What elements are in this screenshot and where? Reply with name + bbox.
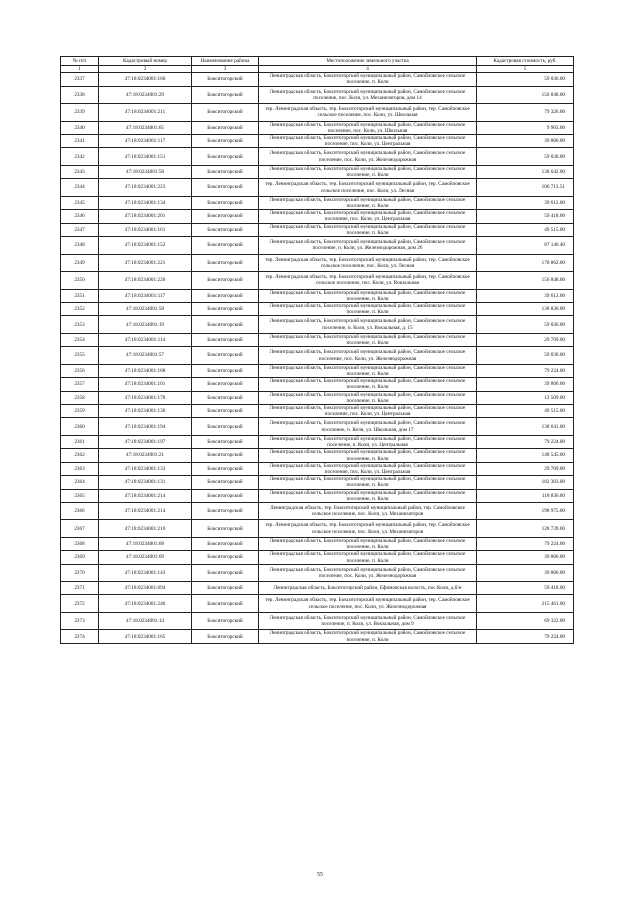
cadastral-number-cell: 47:18:0234001:211 bbox=[99, 104, 192, 122]
cadastral-number-cell: 47:18:0234001:152 bbox=[99, 237, 192, 255]
cadastral-cost-cell: 39 806.00 bbox=[477, 135, 574, 148]
row-number-cell: 2348 bbox=[61, 237, 99, 255]
table-row bbox=[61, 537, 574, 550]
district-name-cell: Бокситогорский bbox=[192, 378, 259, 391]
cadastral-cost-cell: 39 806.00 bbox=[477, 551, 574, 564]
location-cell: тер. Ленинградская область, тер. Бокситогорский муниципальный район, тер. Самойловское сельское поселение, пос. Коли, ул. Железнодорожная bbox=[259, 595, 477, 613]
location-cell: Ленинградская область, Бокситогорский муниципальный район, Самойловское сельское поселение, п. Коли bbox=[259, 537, 477, 550]
location-cell: Ленинградская область, Бокситогорский муниципальный район, Самойловское сельское поселение, п. Коли bbox=[259, 476, 477, 489]
table-row bbox=[61, 254, 574, 272]
district-name-cell: Бокситогорский bbox=[192, 165, 259, 178]
row-number-cell: 2355 bbox=[61, 347, 99, 365]
table-row bbox=[61, 404, 574, 417]
cadastral-cost-cell: 39 806.00 bbox=[477, 564, 574, 582]
location-cell: Ленинградская область, Бокситогорский муниципальный район, Самойловское сельское поселение, п. Коли bbox=[259, 165, 477, 178]
table-row bbox=[61, 347, 574, 365]
district-name-cell: Бокситогорский bbox=[192, 364, 259, 377]
cadastral-number-cell: 47:18:0234001:114 bbox=[99, 333, 192, 346]
cadastral-number-cell: 47:18:0234001:221 bbox=[99, 254, 192, 272]
row-number-cell: 2364 bbox=[61, 476, 99, 489]
cadastral-cost-cell: 138 641.00 bbox=[477, 418, 574, 436]
row-number-cell: 2339 bbox=[61, 104, 99, 122]
cadastral-number-cell: 47:18:0234001:69 bbox=[99, 551, 192, 564]
location-cell: тер. Ленинградская область, тер. Бокситогорский муниципальный район, тер. Самойловское сельское поселение, пос. Коли, ул. Вокзальная bbox=[259, 272, 477, 290]
table-row bbox=[61, 630, 574, 643]
cadastral-cost-cell: 79 326.00 bbox=[477, 104, 574, 122]
cadastral-number-cell: 47:18:0234001:168 bbox=[99, 364, 192, 377]
cadastral-cost-cell: 79 224.00 bbox=[477, 364, 574, 377]
location-cell: тер. Ленинградская область, тер. Бокситогорский муниципальный район, тер. Самойловское сельское поселение, пос. Коли, ул. Школьная bbox=[259, 104, 477, 122]
cadastral-cost-cell: 59 030.00 bbox=[477, 347, 574, 365]
district-name-cell: Бокситогорский bbox=[192, 237, 259, 255]
header-number: № п/п bbox=[61, 57, 99, 66]
column-index-row bbox=[61, 66, 574, 73]
district-name-cell: Бокситогорский bbox=[192, 391, 259, 404]
location-cell: Ленинградская область, Бокситогорский муниципальный район, Самойловское сельское поселение, п. Коли bbox=[259, 449, 477, 462]
table-row bbox=[61, 449, 574, 462]
cadastral-number-cell: 47:18:0234001:65 bbox=[99, 121, 192, 134]
table-row bbox=[61, 391, 574, 404]
cadastral-cost-cell: 59 036.00 bbox=[477, 316, 574, 334]
district-name-cell: Бокситогорский bbox=[192, 630, 259, 643]
cadastral-number-cell: 47:18:0234001:143 bbox=[99, 564, 192, 582]
district-name-cell: Бокситогорский bbox=[192, 272, 259, 290]
district-name-cell: Бокситогорский bbox=[192, 196, 259, 209]
cadastral-cost-cell: 59 418.00 bbox=[477, 582, 574, 595]
cadastral-number-cell: 47:18:0234001:220 bbox=[99, 272, 192, 290]
district-name-cell: Бокситогорский bbox=[192, 104, 259, 122]
location-cell: Ленинградская область, Бокситогорский муниципальный район, Самойловское сельское поселение, п. Коли bbox=[259, 302, 477, 315]
cadastral-cost-cell: 29 709.00 bbox=[477, 462, 574, 475]
table-row bbox=[61, 148, 574, 166]
cadastral-number-cell: 47:18:0234001:161 bbox=[99, 223, 192, 236]
location-cell: Ленинградская область, Бокситогорский муниципальный район, Самойловское сельское поселение, п. Коли bbox=[259, 289, 477, 302]
district-name-cell: Бокситогорский bbox=[192, 148, 259, 166]
district-name-cell: Бокситогорский bbox=[192, 223, 259, 236]
cadastral-cost-cell: 69 322.00 bbox=[477, 612, 574, 630]
row-number-cell: 2359 bbox=[61, 404, 99, 417]
row-number-cell: 2356 bbox=[61, 364, 99, 377]
row-number-cell: 2338 bbox=[61, 86, 99, 104]
district-name-cell: Бокситогорский bbox=[192, 135, 259, 148]
column-index: 5 bbox=[477, 66, 574, 73]
district-name-cell: Бокситогорский bbox=[192, 254, 259, 272]
cadastral-number-cell: 47:18:0234001:19 bbox=[99, 316, 192, 334]
location-cell: тер. Ленинградская область, тер. Бокситогорский муниципальный район, тер. Самойловское сельское поселение, пос. Коли, ул. Лесная bbox=[259, 179, 477, 197]
row-number-cell: 2358 bbox=[61, 391, 99, 404]
row-number-cell: 2346 bbox=[61, 210, 99, 223]
district-name-cell: Бокситогорский bbox=[192, 418, 259, 436]
table-row bbox=[61, 333, 574, 346]
location-cell: Ленинградская область, Бокситогорский муниципальный район, Самойловское сельское поселение, п. Коли bbox=[259, 364, 477, 377]
district-name-cell: Бокситогорский bbox=[192, 551, 259, 564]
district-name-cell: Бокситогорский bbox=[192, 476, 259, 489]
location-cell: Ленинградская область, Бокситогорский муниципальный район, Самойловское сельское поселение, пос. Коли, ул. Железнодорожная bbox=[259, 347, 477, 365]
cadastral-cost-cell: 79 224.00 bbox=[477, 435, 574, 448]
table-row bbox=[61, 223, 574, 236]
table-row bbox=[61, 502, 574, 520]
row-number-cell: 2340 bbox=[61, 121, 99, 134]
table-row bbox=[61, 462, 574, 475]
cadastral-number-cell: 47:18:0234001:165 bbox=[99, 630, 192, 643]
row-number-cell: 2365 bbox=[61, 489, 99, 502]
district-name-cell: Бокситогорский bbox=[192, 595, 259, 613]
cadastral-cost-cell: 59 418.00 bbox=[477, 210, 574, 223]
page-number: 55 bbox=[317, 872, 323, 878]
district-name-cell: Бокситогорский bbox=[192, 404, 259, 417]
row-number-cell: 2363 bbox=[61, 462, 99, 475]
cadastral-number-cell: 47:18:0234001:214 bbox=[99, 489, 192, 502]
location-cell: Ленинградская область, Бокситогорский муниципальный район, Самойловское сельское поселение, п. Коли bbox=[259, 489, 477, 502]
row-number-cell: 2337 bbox=[61, 73, 99, 86]
cadastral-number-cell: 47:18:0234001:136 bbox=[99, 404, 192, 417]
cadastral-cost-cell: 9 903.00 bbox=[477, 121, 574, 134]
row-number-cell: 2362 bbox=[61, 449, 99, 462]
table-row bbox=[61, 121, 574, 134]
row-number-cell: 2344 bbox=[61, 179, 99, 197]
cadastral-number-cell: 47:18:0234001:160 bbox=[99, 73, 192, 86]
district-name-cell: Бокситогорский bbox=[192, 449, 259, 462]
row-number-cell: 2352 bbox=[61, 302, 99, 315]
table-row bbox=[61, 210, 574, 223]
district-name-cell: Бокситогорский bbox=[192, 520, 259, 538]
cadastral-cost-cell: 39 612.00 bbox=[477, 289, 574, 302]
cadastral-cost-cell: 39 806.00 bbox=[477, 378, 574, 391]
table-row bbox=[61, 435, 574, 448]
cadastral-table bbox=[60, 56, 574, 644]
cadastral-cost-cell: 12 509.00 bbox=[477, 391, 574, 404]
cadastral-number-cell: 47:18:0234001:197 bbox=[99, 435, 192, 448]
table-row bbox=[61, 476, 574, 489]
location-cell: Ленинградская область, Бокситогорский муниципальный район, Самойловское сельское поселение, пос. Коли, ул. Центральная bbox=[259, 210, 477, 223]
row-number-cell: 2357 bbox=[61, 378, 99, 391]
row-number-cell: 2372 bbox=[61, 595, 99, 613]
location-cell: Ленинградская область, Бокситогорский муниципальный район, Самойловское сельское поселение, пос. Коли, ул. Железнодорожная bbox=[259, 148, 477, 166]
district-name-cell: Бокситогорский bbox=[192, 564, 259, 582]
row-number-cell: 2361 bbox=[61, 435, 99, 448]
cadastral-cost-cell: 118 836.00 bbox=[477, 489, 574, 502]
cadastral-number-cell: 47:18:0234001:178 bbox=[99, 391, 192, 404]
district-name-cell: Бокситогорский bbox=[192, 462, 259, 475]
district-name-cell: Бокситогорский bbox=[192, 489, 259, 502]
location-cell: Ленинградская область, Бокситогорский муниципальный район, Самойловское сельское поселение, п. Коли bbox=[259, 630, 477, 643]
row-number-cell: 2350 bbox=[61, 272, 99, 290]
location-cell: Ленинградская область, Бокситогорский муниципальный район, Самойловское сельское поселение, пос. Коли, ул. Центральная bbox=[259, 135, 477, 148]
district-name-cell: Бокситогорский bbox=[192, 347, 259, 365]
location-cell: Ленинградская область, Бокситогорский муниципальный район, Самойловское сельское поселение, п. Коли, ул. Железнодорожная, дом 26 bbox=[259, 237, 477, 255]
cadastral-cost-cell: 138 836.00 bbox=[477, 302, 574, 315]
cadastral-number-cell: 47:18:0234001:58 bbox=[99, 302, 192, 315]
cadastral-cost-cell: 39 612.00 bbox=[477, 196, 574, 209]
cadastral-cost-cell: 49 515.00 bbox=[477, 223, 574, 236]
table-row bbox=[61, 551, 574, 564]
cadastral-cost-cell: 128 739.00 bbox=[477, 520, 574, 538]
row-number-cell: 2347 bbox=[61, 223, 99, 236]
location-cell: тер. Ленинградская область, тер. Бокситогорский муниципальный район, тер. Самойловское сельское поселение, пос. Коли, ул. Лесная bbox=[259, 254, 477, 272]
cadastral-number-cell: 47:18:0234001:57 bbox=[99, 347, 192, 365]
header-cost: Кадастровая стоимость, руб. bbox=[477, 57, 574, 66]
cadastral-number-cell: 47:18:0234001:151 bbox=[99, 148, 192, 166]
table-row bbox=[61, 612, 574, 630]
location-cell: тер. Ленинградская область, тер. Бокситогорский муниципальный район, тер. Самойловское сельское поселение, пос. Коли, ул. Механизаторов bbox=[259, 520, 477, 538]
table-row bbox=[61, 520, 574, 538]
cadastral-number-cell: 47:18:0234001:101 bbox=[99, 378, 192, 391]
district-name-cell: Бокситогорский bbox=[192, 316, 259, 334]
location-cell: Ленинградская область, Бокситогорский муниципальный район, Самойловское сельское поселение, пос. Коли, ул. Механизаторов, дом 14 bbox=[259, 86, 477, 104]
table-row bbox=[61, 582, 574, 595]
cadastral-number-cell: 47:18:0234001:131 bbox=[99, 476, 192, 489]
location-cell: Ленинградская область, Бокситогорский муниципальный район, Самойловское сельское поселение, п. Коли bbox=[259, 196, 477, 209]
location-cell: Ленинградская область, Бокситогорский муниципальный район, Самойловское сельское поселение, п. Коли bbox=[259, 333, 477, 346]
cadastral-cost-cell: 156 848.00 bbox=[477, 86, 574, 104]
location-cell: Ленинградская область, Бокситогорский муниципальный район, Самойловское сельское поселение, п. Коли bbox=[259, 73, 477, 86]
location-cell: Ленинградская область, Бокситогорский муниципальный район, Самойловское сельское поселение, п. Коли, ул. Вокзальная, дом 9 bbox=[259, 612, 477, 630]
row-number-cell: 2371 bbox=[61, 582, 99, 595]
district-name-cell: Бокситогорский bbox=[192, 86, 259, 104]
row-number-cell: 2370 bbox=[61, 564, 99, 582]
location-cell: Ленинградская область, Бокситогорский муниципальный район, Самойловское сельское поселение, п. Коли, ул. Вокзальная, д. 15 bbox=[259, 316, 477, 334]
table-row bbox=[61, 316, 574, 334]
location-cell: Ленинградская область, Бокситогорский муниципальный район, Самойловское сельское поселение, п. Коли, ул. Центральная bbox=[259, 435, 477, 448]
table-row bbox=[61, 289, 574, 302]
location-cell: Ленинградская область, Бокситогорский муниципальный район, Самойловское сельское поселение, п. Коли, ул. Школьная, дом 17 bbox=[259, 418, 477, 436]
cadastral-number-cell: 47:18:0234001:134 bbox=[99, 196, 192, 209]
column-index: 2 bbox=[99, 66, 192, 73]
cadastral-number-cell: 47:18:0234001:214 bbox=[99, 502, 192, 520]
table-row bbox=[61, 135, 574, 148]
district-name-cell: Бокситогорский bbox=[192, 210, 259, 223]
header-row bbox=[61, 57, 574, 66]
cadastral-cost-cell: 156 848.00 bbox=[477, 272, 574, 290]
cadastral-cost-cell: 178 862.00 bbox=[477, 254, 574, 272]
row-number-cell: 2369 bbox=[61, 551, 99, 564]
cadastral-cost-cell: 29 709.00 bbox=[477, 333, 574, 346]
table-row bbox=[61, 378, 574, 391]
cadastral-number-cell: 47:18:0234001:117 bbox=[99, 135, 192, 148]
row-number-cell: 2349 bbox=[61, 254, 99, 272]
cadastral-cost-cell: 59 036.00 bbox=[477, 73, 574, 86]
cadastral-number-cell: 47:18:0234001:14 bbox=[99, 612, 192, 630]
cadastral-cost-cell: 59 030.00 bbox=[477, 148, 574, 166]
cadastral-number-cell: 47:18:0234001:133 bbox=[99, 462, 192, 475]
table-body bbox=[61, 73, 574, 644]
cadastral-cost-cell: 215 461.00 bbox=[477, 595, 574, 613]
district-name-cell: Бокситогорский bbox=[192, 612, 259, 630]
cadastral-number-cell: 47:18:0234001:246 bbox=[99, 595, 192, 613]
cadastral-number-cell: 47:18:0234001:58 bbox=[99, 165, 192, 178]
header-district: Наименование района bbox=[192, 57, 259, 66]
cadastral-number-cell: 47:18:0234001:216 bbox=[99, 520, 192, 538]
row-number-cell: 2374 bbox=[61, 630, 99, 643]
cadastral-number-cell: 47:18:0234001:194 bbox=[99, 418, 192, 436]
table-row bbox=[61, 86, 574, 104]
cadastral-number-cell: 47:18:0234001:201 bbox=[99, 210, 192, 223]
table-row bbox=[61, 364, 574, 377]
row-number-cell: 2345 bbox=[61, 196, 99, 209]
district-name-cell: Бокситогорский bbox=[192, 179, 259, 197]
district-name-cell: Бокситогорский bbox=[192, 537, 259, 550]
row-number-cell: 2354 bbox=[61, 333, 99, 346]
row-number-cell: 2360 bbox=[61, 418, 99, 436]
cadastral-number-cell: 47:18:0234001:694 bbox=[99, 582, 192, 595]
location-cell: Ленинградская область, Бокситогорский муниципальный район, Самойловское сельское поселение, п. Коли bbox=[259, 223, 477, 236]
location-cell: Ленинградская область, Бокситогорский район, Ефимовская волость, пос.Коли, д.б/н bbox=[259, 582, 477, 595]
row-number-cell: 2343 bbox=[61, 165, 99, 178]
cadastral-cost-cell: 138 642.00 bbox=[477, 165, 574, 178]
district-name-cell: Бокситогорский bbox=[192, 502, 259, 520]
district-name-cell: Бокситогорский bbox=[192, 333, 259, 346]
row-number-cell: 2367 bbox=[61, 520, 99, 538]
cadastral-number-cell: 47:18:0234001:117 bbox=[99, 289, 192, 302]
location-cell: Ленинградская область, Бокситогорский муниципальный район, Самойловское сельское поселение, пос. Коли, ул. Центральная bbox=[259, 404, 477, 417]
table-row bbox=[61, 73, 574, 86]
column-index: 4 bbox=[259, 66, 477, 73]
cadastral-cost-cell: 49 515.00 bbox=[477, 404, 574, 417]
location-cell: Ленинградская область, Бокситогорский муниципальный район, Самойловское сельское поселение, пос. Коли, ул. Центральная bbox=[259, 462, 477, 475]
district-name-cell: Бокситогорский bbox=[192, 289, 259, 302]
cadastral-cost-cell: 182 303.00 bbox=[477, 476, 574, 489]
row-number-cell: 2353 bbox=[61, 316, 99, 334]
table-row bbox=[61, 179, 574, 197]
header-cadastral-number: Кадастровый номер bbox=[99, 57, 192, 66]
row-number-cell: 2342 bbox=[61, 148, 99, 166]
column-index: 1 bbox=[61, 66, 99, 73]
table-row bbox=[61, 564, 574, 582]
location-cell: Ленинградская область, Бокситогорский муниципальный район, Самойловское сельское поселение, пос. Коли, ул. Железнодорожная bbox=[259, 564, 477, 582]
table-row bbox=[61, 595, 574, 613]
district-name-cell: Бокситогорский bbox=[192, 435, 259, 448]
location-cell: Ленинградская область, Бокситогорский муниципальный район, Самойловское сельское поселение, п. Коли bbox=[259, 391, 477, 404]
location-cell: Ленинградская область, Бокситогорский муниципальный район, Самойловское сельское поселение, п. Коли bbox=[259, 551, 477, 564]
row-number-cell: 2373 bbox=[61, 612, 99, 630]
table-row bbox=[61, 489, 574, 502]
table-row bbox=[61, 165, 574, 178]
table-row bbox=[61, 104, 574, 122]
row-number-cell: 2366 bbox=[61, 502, 99, 520]
row-number-cell: 2368 bbox=[61, 537, 99, 550]
district-name-cell: Бокситогорский bbox=[192, 582, 259, 595]
table-row bbox=[61, 302, 574, 315]
header-location: Местоположение земельного участка bbox=[259, 57, 477, 66]
cadastral-cost-cell: 79 224.00 bbox=[477, 537, 574, 550]
cadastral-number-cell: 47:18:0234001:21 bbox=[99, 449, 192, 462]
row-number-cell: 2341 bbox=[61, 135, 99, 148]
location-cell: Ленинградская область, Бокситогорский муниципальный район, Самойловское сельское поселение, п. Коли bbox=[259, 378, 477, 391]
cadastral-cost-cell: 100 713.51 bbox=[477, 179, 574, 197]
cadastral-cost-cell: 87 146.40 bbox=[477, 237, 574, 255]
table-row bbox=[61, 418, 574, 436]
cadastral-number-cell: 47:18:0234001:223 bbox=[99, 179, 192, 197]
cadastral-number-cell: 47:18:0234001:68 bbox=[99, 537, 192, 550]
district-name-cell: Бокситогорский bbox=[192, 302, 259, 315]
location-cell: Ленинградская область, Бокситогорский муниципальный район, Самойловское сельское поселение, пос. Коли, ул. Школьная bbox=[259, 121, 477, 134]
cadastral-number-cell: 47:18:0234001:29 bbox=[99, 86, 192, 104]
district-name-cell: Бокситогорский bbox=[192, 73, 259, 86]
cadastral-cost-cell: 148 545.00 bbox=[477, 449, 574, 462]
table-row bbox=[61, 272, 574, 290]
location-cell: Ленинградская область, тер. Бокситогорский муниципальный район, тер. Самойловское сельское поселение, пос. Коли, ул. Механизаторов bbox=[259, 502, 477, 520]
column-index: 3 bbox=[192, 66, 259, 73]
district-name-cell: Бокситогорский bbox=[192, 121, 259, 134]
cadastral-cost-cell: 79 224.00 bbox=[477, 630, 574, 643]
table-row bbox=[61, 237, 574, 255]
row-number-cell: 2351 bbox=[61, 289, 99, 302]
table-row bbox=[61, 196, 574, 209]
cadastral-cost-cell: 198 975.00 bbox=[477, 502, 574, 520]
